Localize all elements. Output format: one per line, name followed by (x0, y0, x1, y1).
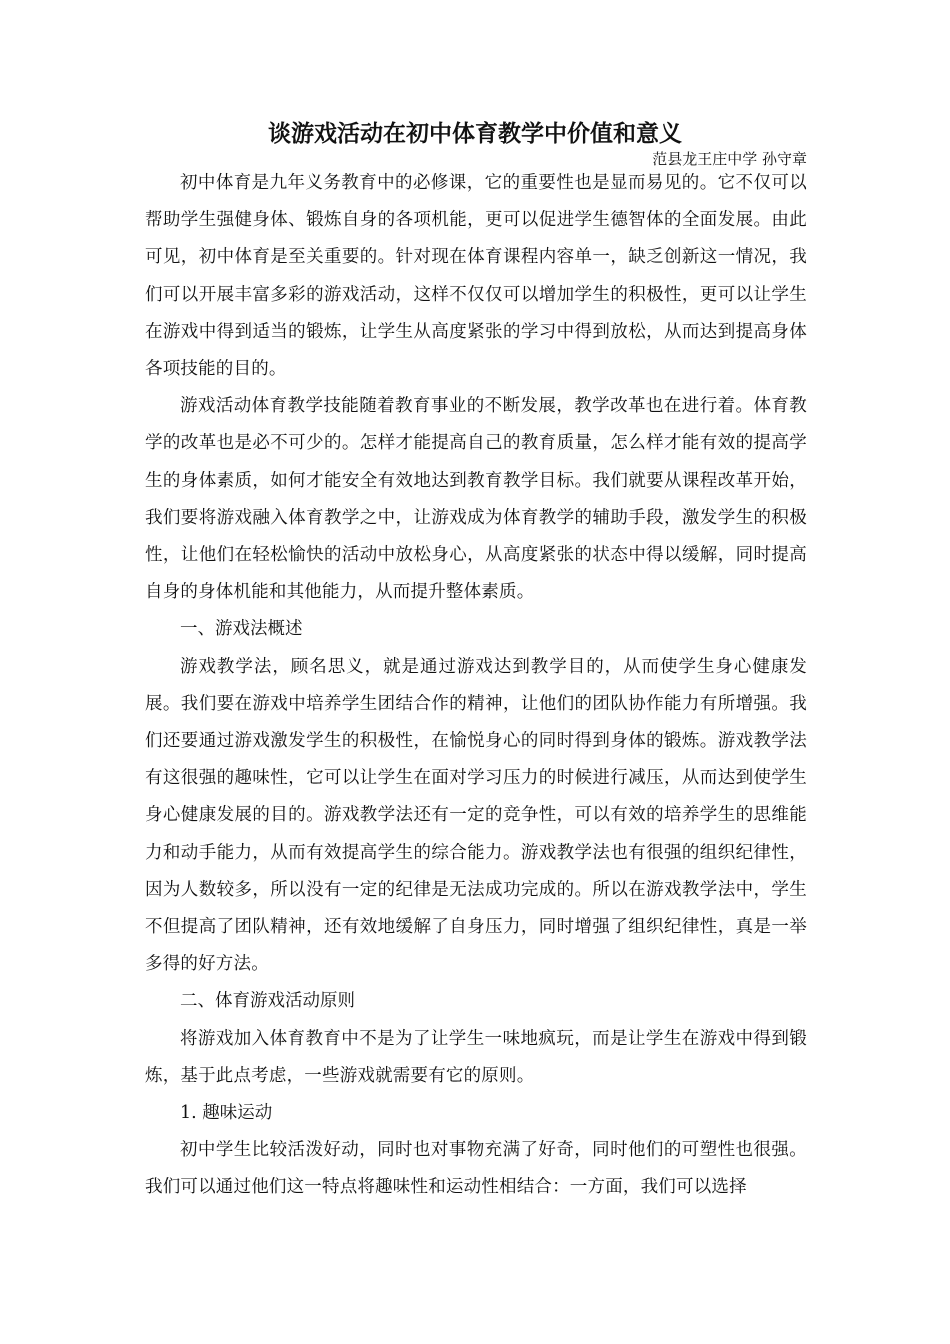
document-title: 谈游戏活动在初中体育教学中价值和意义 (268, 120, 682, 147)
section-heading-1: 一、游戏法概述 (180, 619, 303, 640)
paragraph-fun-sports: 初中学生比较活泼好动，同时也对事物充满了好奇，同时他们的可塑性也很强。我们可以通过他们这一特点将趣味性和运动性相结合：一方面，我们可以选择 (145, 1140, 807, 1198)
paragraph-game-method: 游戏教学法，顾名思义，就是通过游戏达到教学目的，从而使学生身心健康发展。我们要在游戏中培养学生团结合作的精神，让他们的团队协作能力有所增强。我们还要通过游戏激发学生的积极性，在愉悦身心的同时得到身体的锻炼。游戏教学法有这很强的趣味性，它可以让学生在面对学习压力的时候进行减压，从而达到使学生身心健康发展的目的。游戏教学法还有一定的竞争性，可以有效的培养学生的思维能力和动手能力，从而有效提高学生的综合能力。游戏教学法也有很强的组织纪律性，因为人数较多，所以没有一定的纪律是无法成功完成的。所以在游戏教学法中，学生不但提高了团队精神，还有效地缓解了自身压力，同时增强了组织纪律性，真是一举多得的好方法。 (145, 656, 807, 975)
paragraph-intro: 初中体育是九年义务教育中的必修课，它的重要性也是显而易见的。它不仅可以帮助学生强健身体、锻炼自身的各项机能，更可以促进学生德智体的全面发展。由此可见，初中体育是至关重要的。针对现在体育课程内容单一，缺乏创新这一情况，我们可以开展丰富多彩的游戏活动，这样不仅仅可以增加学生的积极性，更可以让学生在游戏中得到适当的锻炼，让学生从高度紧张的学习中得到放松，从而达到提高身体各项技能的目的。 (145, 173, 807, 380)
section-heading-2: 二、体育游戏活动原则 (180, 991, 355, 1012)
paragraph-principles: 将游戏加入体育教育中不是为了让学生一味地疯玩，而是让学生在游戏中得到锻炼，基于此点考虑，一些游戏就需要有它的原则。 (145, 1028, 807, 1086)
author-line: 范县龙王庄中学 孙守章 (652, 150, 807, 168)
paragraph-reform: 游戏活动体育教学技能随着教育事业的不断发展，教学改革也在进行着。体育教学的改革也是必不可少的。怎样才能提高自己的教育质量，怎么样才能有效的提高学生的身体素质，如何才能安全有效地达到教育教学目标。我们就要从课程改革开始，我们要将游戏融入体育教学之中，让游戏成为体育教学的辅助手段，激发学生的积极性，让他们在轻松愉快的活动中放松身心，从高度紧张的状态中得以缓解，同时提高自身的身体机能和其他能力，从而提升整体素质。 (145, 396, 807, 603)
document-body (145, 165, 807, 1207)
subsection-heading-1: 1. 趣味运动 (180, 1103, 273, 1124)
